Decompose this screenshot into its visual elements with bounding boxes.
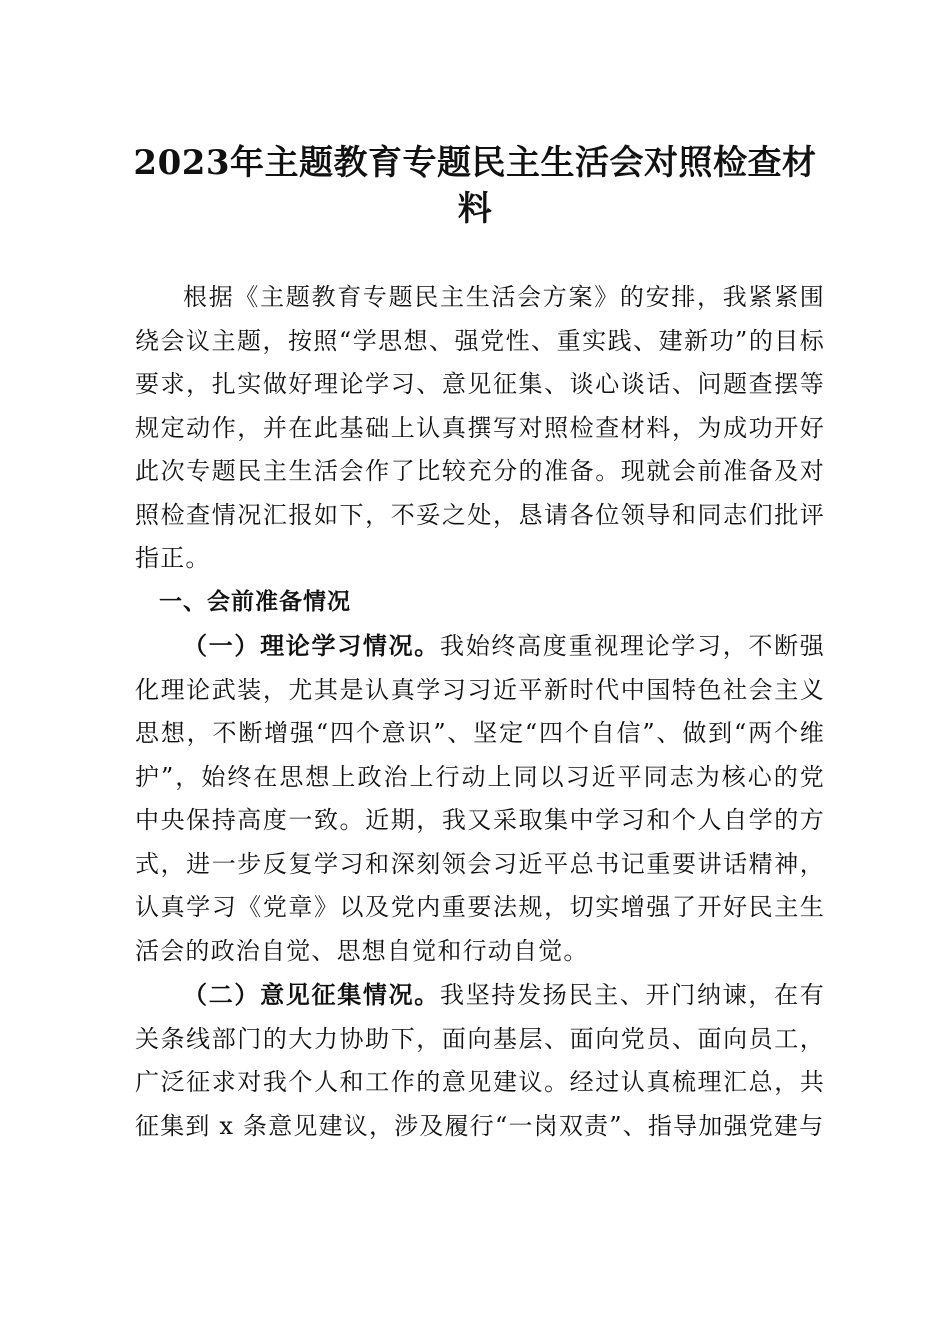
section-heading: 一、会前准备情况 (159, 588, 351, 615)
intro-paragraph: 根据《主题教育专题民主生活会方案》的安排，我紧紧围绕会议主题，按照“学思想、强党性、重实践、建新功”的目标要求，扎实做好理论学习、意见征集、谈心谈话、问题查摆等规定动作，并在此基础上认真撰写对照检查材料，为成功开好此次专题民主生活会作了比较充分的准备。现就会前准备及对照检查情况汇报如下，不妥之处，恳请各位领导和同志们批评指正。 (135, 283, 825, 572)
opinion-collection-paragraph (135, 973, 825, 1148)
opinion-collection-lead: （二）意见征集情况。 (183, 980, 440, 1009)
document-title: 2023年主题教育专题民主生活会对照检查材料 (133, 143, 817, 229)
theory-study-text: 我始终高度重视理论学习，不断强化理论武装，尤其是认真学习习近平新时代中国特色社会主义思想，不断增强“四个意识”、坚定“四个自信”、做到“两个维护”，始终在思想上政治上行动上同以习近平同志为核心的党中央保持高度一致。近期，我又采取集中学习和个人自学的方式，进一步反复学习和深刻领会习近平总书记重要讲话精神，认真学习《党章》以及党内重要法规，切实增强了开好民主生活会的政治自觉、思想自觉和行动自觉。 (135, 632, 825, 965)
document-body (135, 276, 825, 1148)
opinion-collection-text: 我坚持发扬民主、开门纳谏，在有关条线部门的大力协助下，面向基层、面向党员、面向员工，广泛征求对我个人和工作的意见建议。经过认真梳理汇总，共征集到 x 条意见建议，涉及履行“一岗双责”、指导加强党建与 (135, 981, 825, 1140)
theory-study-paragraph (135, 624, 825, 973)
theory-study-lead: （一）理论学习情况。 (183, 631, 440, 660)
